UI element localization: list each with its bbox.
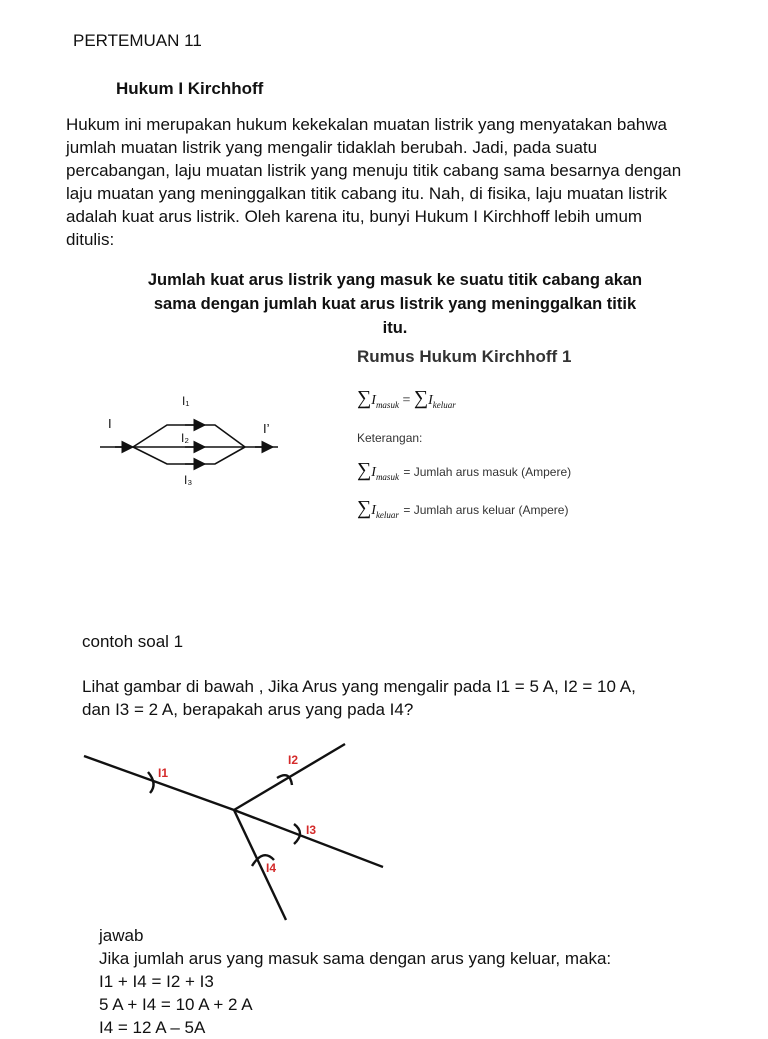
legend-item-masuk: $\sum I_{masuk}$ = Jumlah arus masuk (Ampere) — [357, 459, 572, 482]
legend-desc: = Jumlah arus keluar (Ampere) — [403, 503, 569, 517]
label-i1: I₁ — [182, 394, 190, 408]
answer-line: jawab — [99, 926, 144, 945]
legend-sub: keluar — [375, 509, 399, 520]
example-question — [82, 675, 636, 721]
legend-item-keluar: $\sum I_{keluar}$ = Jumlah arus keluar (Ampere) — [357, 497, 569, 520]
label-i3: I3 — [306, 823, 317, 837]
intro-line: ditulis: — [66, 230, 115, 249]
legend-desc: = Jumlah arus masuk (Ampere) — [403, 465, 572, 479]
legend-sub: masuk — [375, 471, 399, 482]
formula-sub-masuk: masuk — [375, 399, 399, 410]
intro-line: laju muatan yang meninggalkan titik cabang itu. Nah, di fisika, laju muatan listrik — [66, 184, 667, 203]
sigma-symbol: ∑ — [357, 387, 372, 409]
main-formula: $\sum I_{masuk} = \sum I_{keluar}$ — [357, 387, 456, 410]
label-i1: I1 — [158, 766, 169, 780]
label-i3: I₃ — [184, 473, 193, 487]
section-title: Hukum I Kirchhoff — [116, 79, 264, 98]
junction-example-diagram — [80, 740, 400, 925]
page-heading: PERTEMUAN 11 — [73, 31, 202, 50]
question-line: dan I3 = 2 A, berapakah arus yang pada I4? — [82, 700, 414, 719]
question-line: Lihat gambar di bawah , Jika Arus yang mengalir pada I1 = 5 A, I2 = 10 A, — [82, 677, 636, 696]
label-i-out: I’ — [263, 421, 270, 436]
branch-line-top — [133, 425, 245, 447]
label-i2: I₂ — [181, 431, 189, 445]
junction-circuit-diagram — [95, 385, 295, 495]
answer-line: 5 A + I4 = 10 A + 2 A — [99, 995, 253, 1014]
sigma-symbol: ∑ — [357, 459, 372, 481]
label-i4: I4 — [266, 861, 277, 875]
statement-line: Jumlah kuat arus listrik yang masuk ke suatu titik cabang akan — [147, 271, 643, 289]
statement-line: sama dengan jumlah kuat arus listrik yang meninggalkan titik — [153, 295, 637, 313]
arrow-mark-i1 — [148, 772, 154, 793]
label-i-in: I — [108, 416, 112, 431]
intro-line: jumlah muatan listrik yang mengalir tidaklah berubah. Jadi, pada suatu — [66, 138, 598, 157]
answer-line: Jika jumlah arus yang masuk sama dengan arus yang keluar, maka: — [99, 949, 612, 968]
formula-title: Rumus Hukum Kirchhoff 1 — [357, 347, 572, 366]
formula-sub-keluar: keluar — [432, 399, 456, 410]
intro-paragraph — [66, 113, 726, 251]
intro-line: Hukum ini merupakan hukum kekekalan muatan listrik yang menyatakan bahwa — [66, 115, 667, 134]
wire-i1 — [84, 756, 234, 810]
statement-line: itu. — [382, 319, 408, 337]
sigma-symbol: ∑ — [357, 497, 372, 519]
answer-line: I1 + I4 = I2 + I3 — [99, 972, 214, 991]
answer-line: I4 = 12 A – 5A — [99, 1018, 206, 1037]
answer-block — [99, 924, 611, 1039]
label-i2: I2 — [288, 753, 299, 767]
intro-line: adalah kuat arus listrik. Oleh karena itu, bunyi Hukum I Kirchhoff lebih umum — [66, 207, 643, 226]
branch-line-bottom — [133, 447, 245, 464]
law-statement — [100, 268, 690, 340]
sigma-symbol: ∑ — [413, 387, 429, 409]
keterangan-label: Keterangan: — [357, 431, 423, 445]
intro-line: percabangan, laju muatan listrik yang menuju titik cabang sama besarnya dengan — [66, 161, 682, 180]
example-title: contoh soal 1 — [82, 632, 184, 651]
